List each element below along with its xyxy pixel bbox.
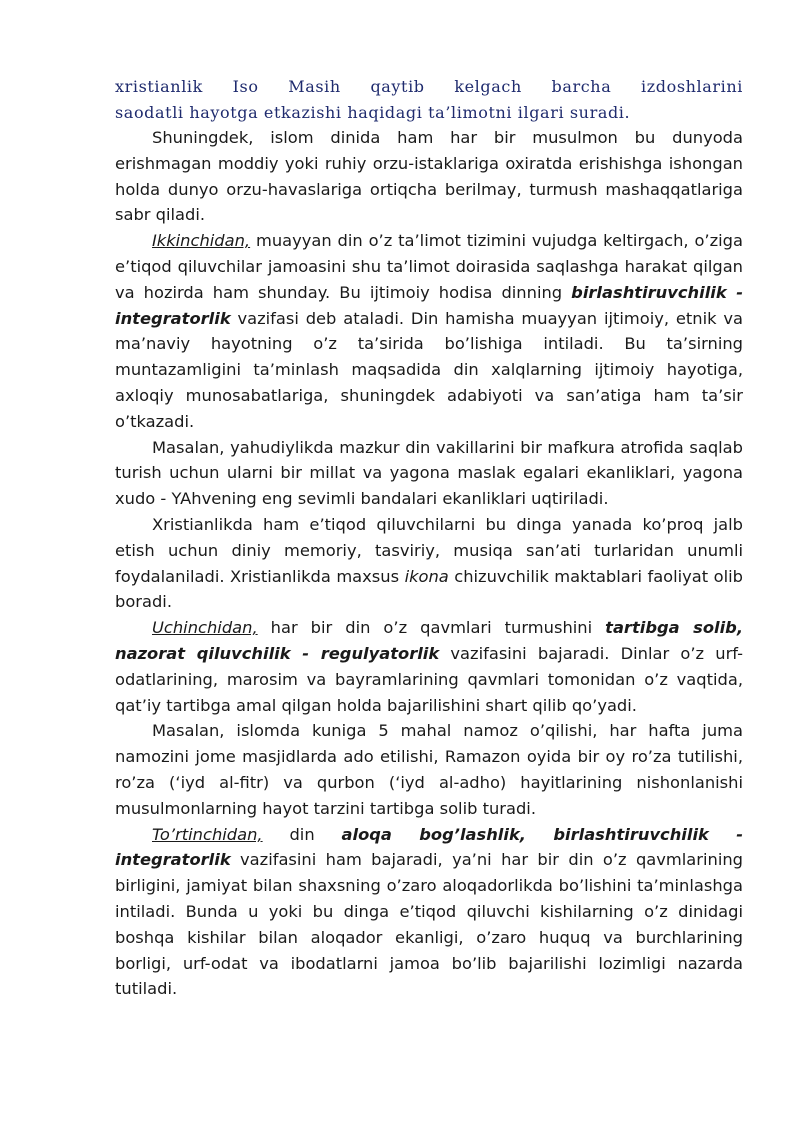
paragraph-islam-patience: Shuningdek, islom dinida ham har bir musulmon bu dunyoda erishmagan moddiy yoki ruhiy orzu-istaklariga oxiratda erishishga ishongan holda dunyo orzu-havaslariga ortiqcha berilmay, turmush mashaqqatlariga sabr qiladi. <box>115 128 743 225</box>
opening-line-1: xristianlik Iso Masih qaytib kelgach barcha izdoshlarini <box>115 77 743 96</box>
paragraph-third-function <box>115 615 743 718</box>
paragraph-text: chizuvchilik maktablari faoliyat olib boradi. <box>115 566 743 612</box>
paragraph-text: vazifasini ham bajaradi, ya’ni har bir din o’z qavmlarining birligini, jamiyat bilan shaxsning o’zaro aloqadorlikda bo’lishini ta’minlashga intiladi. Bunda u yoki bu dinga e’tiqod qiluvchi kishilarning o’z dinidagi boshqa kishilar bilan aloqador ekanligi, o’zaro huquq va burchlarining borligi, urf-odat va ibodatlarni jamoa bo’lib bajarilishi lozimligi nazarda tutiladi. <box>115 850 743 999</box>
paragraph-text: har bir din o’z qavmlari turmushini <box>257 618 606 638</box>
ordinal-heading-third: Uchinchidan, <box>152 618 258 638</box>
paragraph-islam-example: Masalan, islomda kuniga 5 mahal namoz o’qilishi, har hafta juma namozini jome masjidlarda ado etilishi, Ramazon oyida bir oy ro’za tutilishi, ro’za (‘iyd al-fitr) va qurbon (‘iyd al-adho) hayitlarining nishonlanishi musulmonlarning hayot tarzini tartibga solib turadi. <box>115 721 743 818</box>
ordinal-heading-second: Ikkinchidan, <box>152 231 251 251</box>
paragraph-fourth-function <box>115 822 743 1003</box>
document-page <box>115 74 743 1002</box>
paragraph-text: Xristianlikda ham e’tiqod qiluvchilarni bu dinga yanada ko’proq jalb etish uchun diniy memoriy, tasviriy, musiqa san’ati turlaridan unumli foydalaniladi. Xristianlikda maxsus <box>115 514 743 586</box>
paragraph-text: muayyan din o’z ta’limot tizimini vujudga keltirgach, o’ziga e’tiqod qiluvchilar jamoasini shu ta’limot doirasida saqlashga harakat qilgan va hozirda ham shunday. Bu ijtimoiy hodisa dinning <box>115 231 743 302</box>
ordinal-heading-fourth: To’rtinchidan, <box>152 824 263 844</box>
term-regulator: tartibga solib, nazorat qiluvchilik - regulyatorlik <box>115 618 744 663</box>
paragraph-text: vazifasi deb ataladi. Din hamisha muayyan ijtimoiy, etnik va ma’naviy hayotning o’z ta’sirida bo’lishiga intiladi. Bu ta’sirning muntazamligini ta’minlash maqsadida din xalqlarning ijtimoiy hayotiga, axloqiy munosabatlariga, shuningdek adabiyoti va san’atiga ham ta’sir o’tkazadi. <box>115 308 743 431</box>
opening-paragraph <box>115 74 743 125</box>
term-integrator: birlashtiruvchilik - integratorlik <box>115 282 743 328</box>
paragraph-text: din <box>262 824 342 844</box>
paragraph-judaism-example: Masalan, yahudiylikda mazkur din vakillarini bir mafkura atrofida saqlab turish uchun ularni bir millat va yagona maslak egalari ekanliklari, yagona xudo - YAhvening eng sevimli bandalari ekanliklari uqtiriladi. <box>115 437 743 509</box>
paragraph-text: vazifasini bajaradi. Dinlar o’z urf-odatlarining, marosim va bayramlarining qavmlari tomonidan o’z vaqtida, qat’iy tartibga amal qilgan holda bajarilishini shart qilib qo’yadi. <box>115 643 743 715</box>
term-ikona: ikona <box>404 566 449 586</box>
paragraph-second-function <box>115 228 743 434</box>
term-communication: aloqa bog’lashlik, birlashtiruvchilik - integratorlik <box>115 824 743 870</box>
paragraph-christianity-example <box>115 512 743 615</box>
opening-line-2: saodatli hayotga etkazishi haqidagi ta’limotni ilgari suradi. <box>115 102 631 122</box>
